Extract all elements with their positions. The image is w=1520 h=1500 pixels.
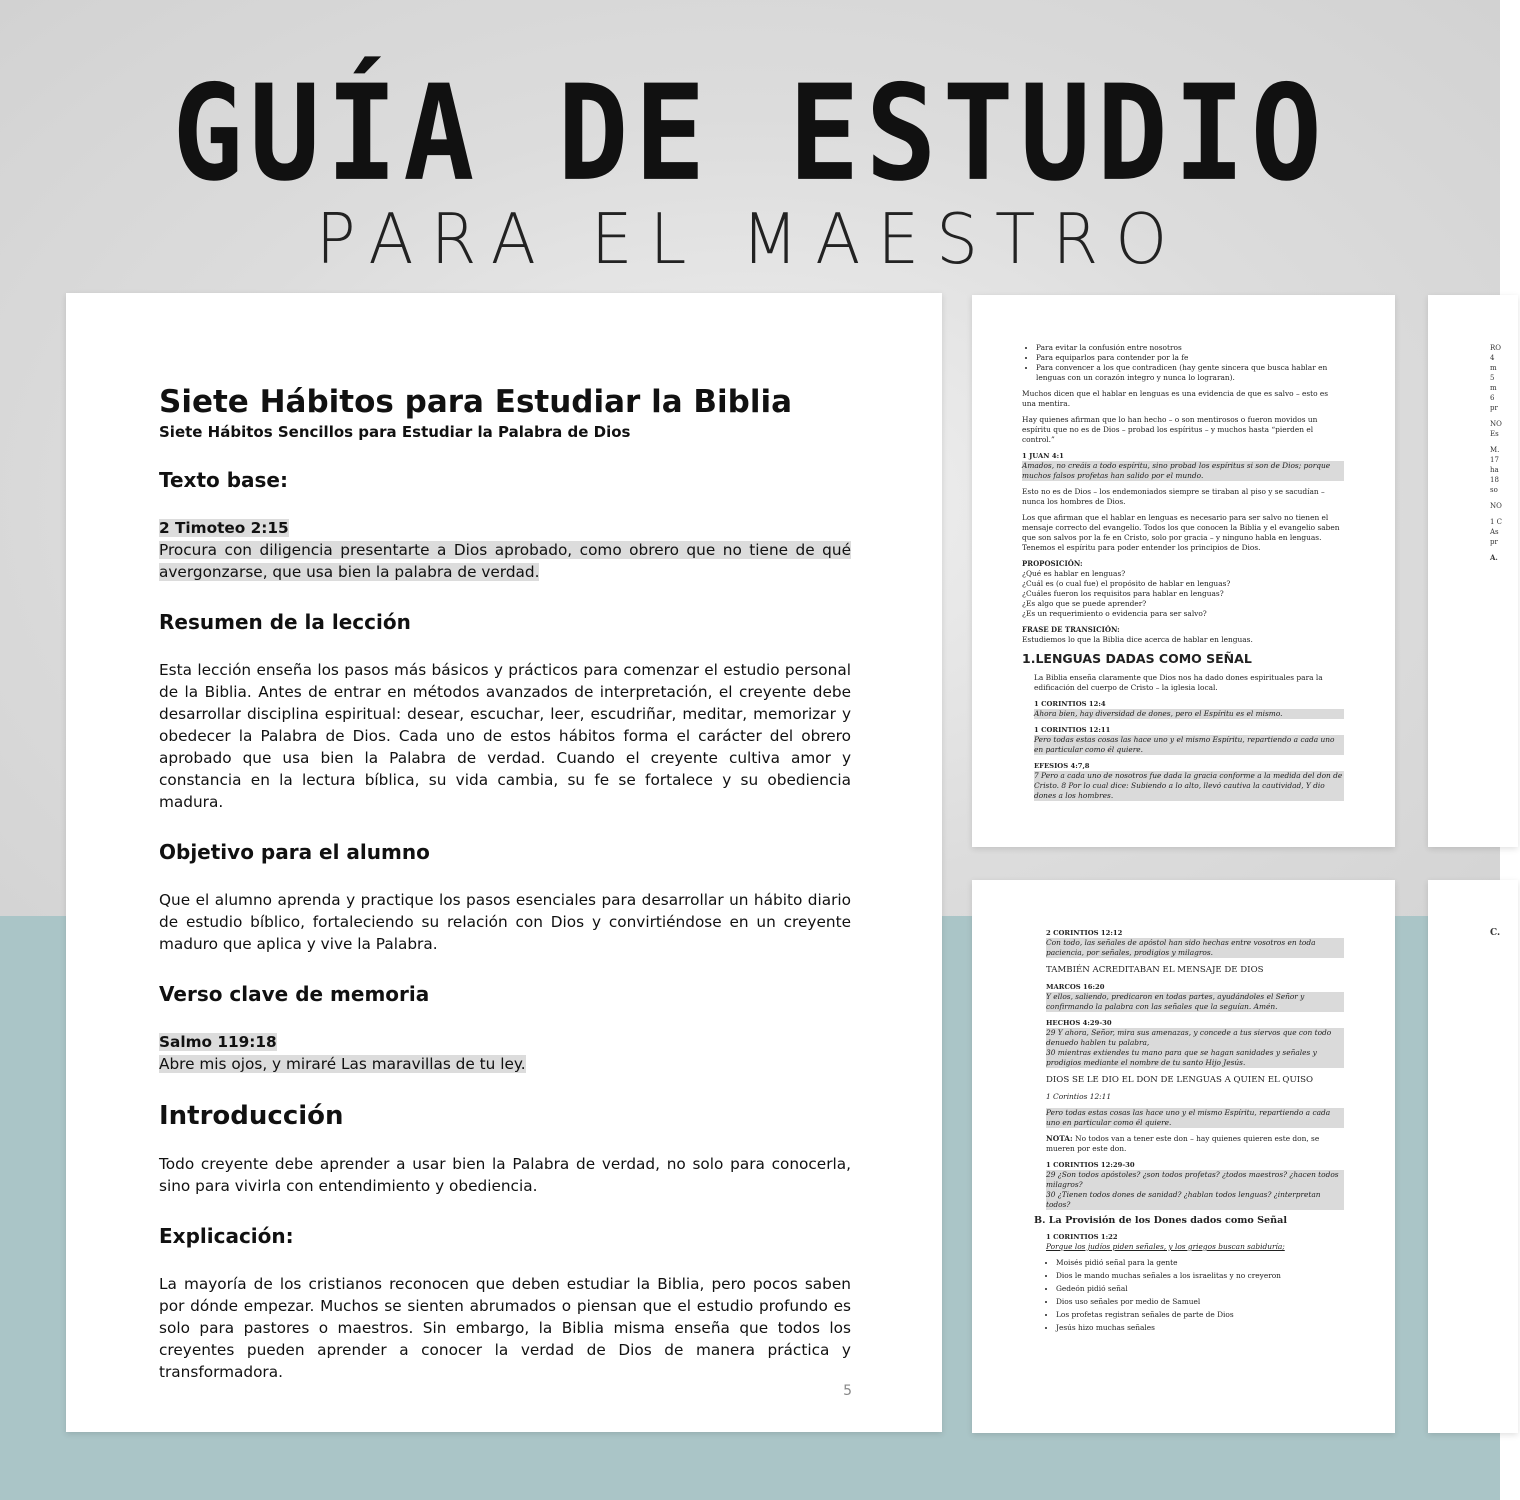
edge-fragment-10: 17 bbox=[1490, 456, 1499, 464]
frase-label: FRASE DE TRANSICIÓN: bbox=[1022, 625, 1120, 634]
question: ¿Cuáles fueron los requisitos para hablar en lenguas? bbox=[1022, 589, 1224, 598]
bullet-list bbox=[1046, 1258, 1344, 1333]
verso-text: Abre mis ojos, y miraré Las maravillas de tu ley. bbox=[159, 1055, 526, 1073]
paragraph: Los que afirman que el hablar en lenguas es necesario para ser salvo no tienen el mensaje correcto del evangelio. Todos los que conocen la Biblia y el evangelio saben que son salvos por la fe en Cristo, solo por gracia – y ninguno habla en lenguas. Tenemos el espíritu para poder entender los principios de Dios. bbox=[1022, 513, 1340, 552]
list-item: • Dios le mando muchas señales a los israelitas y no creyeron bbox=[1056, 1271, 1344, 1281]
list-item: • Para equiparlos para contender por la fe bbox=[1036, 353, 1344, 363]
section-body bbox=[1022, 673, 1344, 801]
verse-text: Ahora bien, hay diversidad de dones, pero el Espíritu es el mismo. bbox=[1034, 709, 1344, 719]
verso-ref: Salmo 119:18 bbox=[159, 1033, 277, 1051]
edge-fragment-c: C. bbox=[1490, 928, 1501, 938]
edge-fragment-16: As bbox=[1490, 528, 1499, 536]
caps-heading: DIOS SE LE DIO EL DON DE LENGUAS A QUIEN EL QUISO bbox=[1046, 1075, 1314, 1085]
edge-fragment-4: m bbox=[1490, 384, 1497, 392]
resumen-text: Esta lección enseña los pasos más básicos y prácticos para comenzar el estudio personal de la Biblia. Antes de entrar en métodos avanzados de interpretación, el creyente debe desarrollar disciplina espiritual: desear, escuchar, leer, escudriñar, meditar, memorizar y obedecer la Palabra de Dios. Cada uno de estos hábitos forma el carácter del obrero aprobado que usa bien la Palabra de verdad. Cuando el creyente cultiva amor y constancia en la lectura bíblica, su vida cambia, su fe se fortalece y su obediencia madura. bbox=[159, 661, 851, 811]
paragraph: Muchos dicen que el hablar en lenguas es una evidencia de que es salvo – esto es una mentira. bbox=[1022, 389, 1329, 408]
verse-ref: 1 Corintios 12:11 bbox=[1046, 1092, 1112, 1101]
verse-text: 7 Pero a cada uno de nosotros fue dada la gracia conforme a la medida del don de Cristo. 8 Por lo cual dice: Subiendo a lo alto, llevó cautiva la cautividad, Y dio dones a los hombres. bbox=[1034, 771, 1343, 800]
preview-page-right-bottom bbox=[1428, 880, 1518, 1433]
nota-label: NOTA: bbox=[1046, 1134, 1073, 1143]
frase-text: Estudiemos lo que la Biblia dice acerca de hablar en lenguas. bbox=[1022, 635, 1253, 644]
paragraph: La Biblia enseña claramente que Dios nos ha dado dones espirituales para la edificación del cuerpo de Cristo – la iglesia local. bbox=[1034, 673, 1323, 692]
verse-ref: 1 CORINTIOS 12:4 bbox=[1034, 700, 1106, 708]
verse-text: 29 Y ahora, Señor, mira sus amenazas, y concede a tus siervos que con todo denuedo hablen tu palabra, bbox=[1046, 1028, 1344, 1048]
explicacion-text: La mayoría de los cristianos reconocen que deben estudiar la Biblia, pero pocos saben por dónde empezar. Muchos se sienten abrumados o piensan que el estudio profundo es solo para pastores o maestros. Sin embargo, la Biblia misma enseña que todos los creyentes pueden aprender a conocer la verdad de Dios de manera práctica y transformadora. bbox=[159, 1275, 851, 1381]
preview-page-right-top bbox=[1428, 295, 1518, 847]
verse-text: 30 ¿Tienen todos dones de sanidad? ¿hablan todos lenguas? ¿interpretan todos? bbox=[1046, 1190, 1344, 1210]
verse-ref: 2 CORINTIOS 12:12 bbox=[1046, 929, 1123, 937]
banner-title: GUÍA DE ESTUDIO bbox=[172, 55, 1328, 211]
nota-text: No todos van a tener este don – hay quienes quieren este don, se mueren por este don. bbox=[1046, 1134, 1320, 1153]
lesson-title: Siete Hábitos para Estudiar la Biblia bbox=[159, 384, 793, 420]
resumen-heading: Resumen de la lección bbox=[159, 610, 411, 634]
verse-text: Porque los judíos piden señales, y los griegos buscan sabiduría; bbox=[1046, 1242, 1285, 1251]
verse-ref: HECHOS 4:29-30 bbox=[1046, 1019, 1112, 1027]
main-document-page bbox=[66, 293, 942, 1432]
edge-fragment-0: RO bbox=[1490, 344, 1502, 352]
edge-fragment-3: 5 bbox=[1490, 374, 1495, 382]
verse-ref: 1 CORINTIOS 1:22 bbox=[1046, 1233, 1118, 1241]
question: ¿Es un requerimiento o evidencia para ser salvo? bbox=[1022, 609, 1207, 618]
edge-fragment-13: so bbox=[1490, 486, 1498, 494]
objetivo-heading: Objetivo para el alumno bbox=[159, 840, 430, 864]
question: ¿Qué es hablar en lenguas? bbox=[1022, 569, 1126, 578]
edge-fragment-9: M. bbox=[1490, 446, 1500, 454]
list-item: • Jesús hizo muchas señales bbox=[1056, 1323, 1344, 1333]
verse-ref: EFESIOS 4:7,8 bbox=[1034, 762, 1090, 770]
main-page-content bbox=[159, 383, 851, 1383]
list-item: • Gedeón pidió señal bbox=[1056, 1284, 1344, 1294]
paragraph: Esto no es de Dios – los endemoniados siempre se tiraban al piso y se sacudían – nunca los hombres de Dios. bbox=[1022, 487, 1325, 506]
edge-fragment-7: NO bbox=[1490, 420, 1502, 428]
preview-page-top bbox=[972, 295, 1395, 847]
banner-subtitle: PARA EL MAESTRO bbox=[315, 199, 1185, 280]
edge-fragment-11: ha bbox=[1490, 466, 1499, 474]
verse-text: 30 mientras extiendes tu mano para que se hagan sanidades y señales y prodigios mediante el nombre de tu santo Hijo Jesús. bbox=[1046, 1048, 1344, 1068]
edge-fragment-15: 1 C bbox=[1490, 518, 1503, 526]
verse-text: 29 ¿Son todos apóstoles? ¿son todos profetas? ¿todos maestros? ¿hacen todos milagros? bbox=[1046, 1170, 1344, 1190]
question: ¿Cuál es (o cual fue) el propósito de hablar en lenguas? bbox=[1022, 579, 1231, 588]
intro-text: Todo creyente debe aprender a usar bien la Palabra de verdad, no solo para conocerla, sino para vivirla con entendimiento y obediencia. bbox=[159, 1155, 851, 1195]
verse-text: Y ellos, saliendo, predicaron en todas partes, ayudándoles el Señor y confirmando la palabra con las señales que la seguían. Amén. bbox=[1046, 992, 1344, 1012]
verse-ref: 1 CORINTIOS 12:11 bbox=[1034, 726, 1111, 734]
edge-fragment-8: Es bbox=[1490, 430, 1499, 438]
section-title: 1.LENGUAS DADAS COMO SEÑAL bbox=[1022, 651, 1252, 666]
texto-base-ref: 2 Timoteo 2:15 bbox=[159, 519, 289, 537]
edge-fragment-18: A. bbox=[1490, 553, 1498, 562]
objetivo-text: Que el alumno aprenda y practique los pasos esenciales para desarrollar un hábito diario de estudio bíblico, fortaleciendo su relación con Dios y convirtiéndose en un creyente maduro que aplica y vive la Palabra. bbox=[159, 891, 851, 953]
list-item: • Los profetas registran señales de parte de Dios bbox=[1056, 1310, 1344, 1320]
question: ¿Es algo que se puede aprender? bbox=[1022, 599, 1147, 608]
verse-text: Pero todas estas cosas las hace uno y el mismo Espíritu, repartiendo a cada uno en particular como él quiere. bbox=[1046, 1108, 1344, 1128]
edge-fragment-14: NO bbox=[1490, 502, 1502, 510]
verse-text: Amados, no creáis a todo espíritu, sino probad los espíritus si son de Dios; porque muchos falsos profetas han salido por el mundo. bbox=[1022, 461, 1344, 481]
edge-fragment-2: m bbox=[1490, 364, 1497, 372]
preview-page-bottom bbox=[972, 880, 1395, 1433]
section-b-title: B. La Provisión de los Dones dados como Señal bbox=[1034, 1215, 1287, 1226]
lesson-subtitle: Siete Hábitos Sencillos para Estudiar la Palabra de Dios bbox=[159, 423, 631, 441]
verse-text: Pero todas estas cosas las hace uno y el mismo Espíritu, repartiendo a cada uno en particular como él quiere. bbox=[1034, 735, 1344, 755]
page-number: 5 bbox=[843, 1383, 852, 1399]
explicacion-heading: Explicación: bbox=[159, 1224, 294, 1248]
page-bottom-body bbox=[1022, 928, 1344, 1333]
preview-page-bottom-content bbox=[1022, 928, 1344, 1339]
edge-fragment-1: 4 bbox=[1490, 354, 1495, 362]
list-item: • Dios uso señales por medio de Samuel bbox=[1056, 1297, 1344, 1307]
intro-heading: Introducción bbox=[159, 1101, 344, 1131]
list-item: • Para evitar la confusión entre nosotros bbox=[1036, 343, 1344, 353]
paragraph: Hay quienes afirman que lo han hecho – o son mentirosos o fueron movidos un espíritu que no es de Dios – probad los espíritus – y muchos hasta “pierden el control.” bbox=[1022, 415, 1318, 444]
edge-fragment-6: pr bbox=[1490, 404, 1498, 412]
edge-fragment-12: 18 bbox=[1490, 476, 1499, 484]
verse-ref: 1 JUAN 4:1 bbox=[1022, 452, 1064, 460]
texto-base-verse: Procura con diligencia presentarte a Dios aprobado, como obrero que no tiene de qué avergonzarse, que usa bien la palabra de verdad. bbox=[159, 541, 851, 581]
nota bbox=[1046, 1134, 1344, 1154]
verse-ref: MARCOS 16:20 bbox=[1046, 983, 1105, 991]
verso-heading: Verso clave de memoria bbox=[159, 982, 430, 1006]
caps-heading: TAMBIÉN ACREDITABAN EL MENSAJE DE DIOS bbox=[1046, 965, 1264, 975]
preview-page-top-content bbox=[1022, 343, 1344, 807]
list-item: • Para convencer a los que contradicen (hay gente sincera que busca hablar en lenguas con un corazón integro y nunca lo lograran). bbox=[1036, 363, 1344, 383]
edge-fragment-5: 6 bbox=[1490, 394, 1495, 402]
edge-fragment-17: pr bbox=[1490, 538, 1498, 546]
proposicion-label: PROPOSICIÓN: bbox=[1022, 559, 1083, 568]
verse-ref: 1 CORINTIOS 12:29-30 bbox=[1046, 1161, 1135, 1169]
verse-text: Con todo, las señales de apóstol han sido hechas entre vosotros en toda paciencia, por señales, prodigios y milagros. bbox=[1046, 938, 1344, 958]
bullet-list bbox=[1022, 343, 1344, 383]
list-item: • Moisés pidió señal para la gente bbox=[1056, 1258, 1344, 1268]
texto-base-heading: Texto base: bbox=[159, 468, 288, 492]
